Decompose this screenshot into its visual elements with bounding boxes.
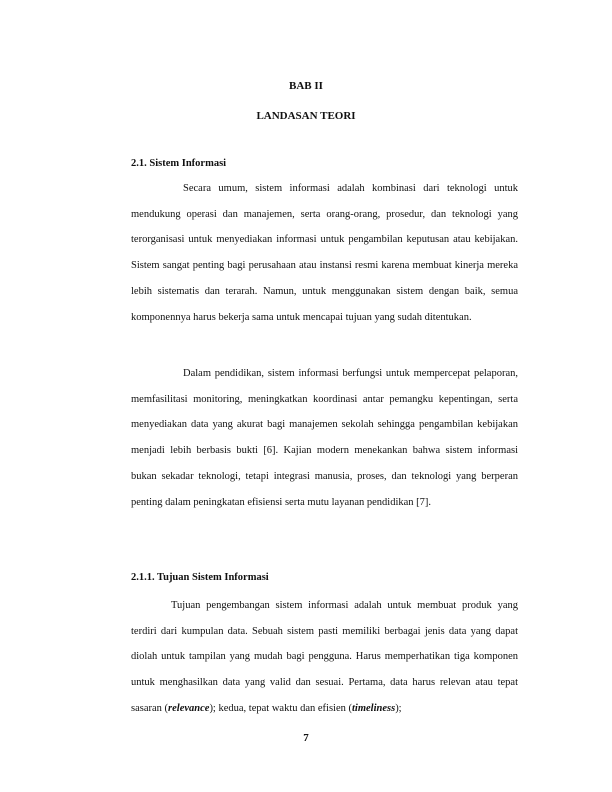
chapter-number: BAB II (289, 80, 323, 92)
paragraph-tujuan-sistem-informasi (131, 593, 518, 722)
paragraph-text-part: ); kedua, tepat waktu dan efisien ( (209, 702, 353, 714)
paragraph-sistem-informasi-pendidikan: Dalam pendidikan, sistem informasi berfungsi untuk mempercepat pelaporan, memfasilitasi monitoring, meningkatkan koordinasi antar pemangku kepentingan, serta menyediakan data yang akurat bagi manajemen sekolah sehingga pengambilan kebijakan menjadi lebih berbasis bukti [6]. Kajian modern menekankan bahwa sistem informasi bukan sekadar teknologi, tetapi integrasi manusia, proses, dan teknologi yang berperan penting dalam peningkatan efisiensi serta mutu layanan pendidikan [7]. (131, 368, 518, 508)
paragraph-sistem-informasi-definisi: Secara umum, sistem informasi adalah kombinasi dari teknologi untuk mendukung operasi dan manajemen, serta orang-orang, prosedur, dan teknologi yang terorganisasi untuk menyediakan informasi untuk pengambilan keputusan atau kebijakan. Sistem sangat penting bagi perusahaan atau instansi resmi karena membuat kinerja mereka lebih sistematis dan terarah. Namun, untuk menggunakan sistem dengan baik, semua komponennya harus bekerja sama untuk mencapai tujuan yang sudah ditentukan. (131, 183, 518, 323)
section-heading-2-1: 2.1. Sistem Informasi (131, 158, 227, 169)
term-relevance: relevance (168, 702, 210, 714)
paragraph-text-part: ); (395, 702, 402, 714)
term-timeliness: timeliness (352, 702, 396, 714)
section-heading-2-1-1: 2.1.1. Tujuan Sistem Informasi (131, 572, 269, 583)
chapter-title: LANDASAN TEORI (256, 110, 356, 122)
page-number: 7 (303, 732, 309, 744)
paragraph-text-part: Tujuan pengembangan sistem informasi adalah untuk membuat produk yang terdiri dari kumpulan data. Sebuah sistem pasti memiliki berbagai jenis data yang dapat diolah untuk tampilan yang mudah bagi pengguna. Harus memperhatikan tiga komponen untuk menghasilkan data yang valid dan sesuai. Pertama, data harus relevan atau tepat sasaran ( (131, 600, 518, 714)
